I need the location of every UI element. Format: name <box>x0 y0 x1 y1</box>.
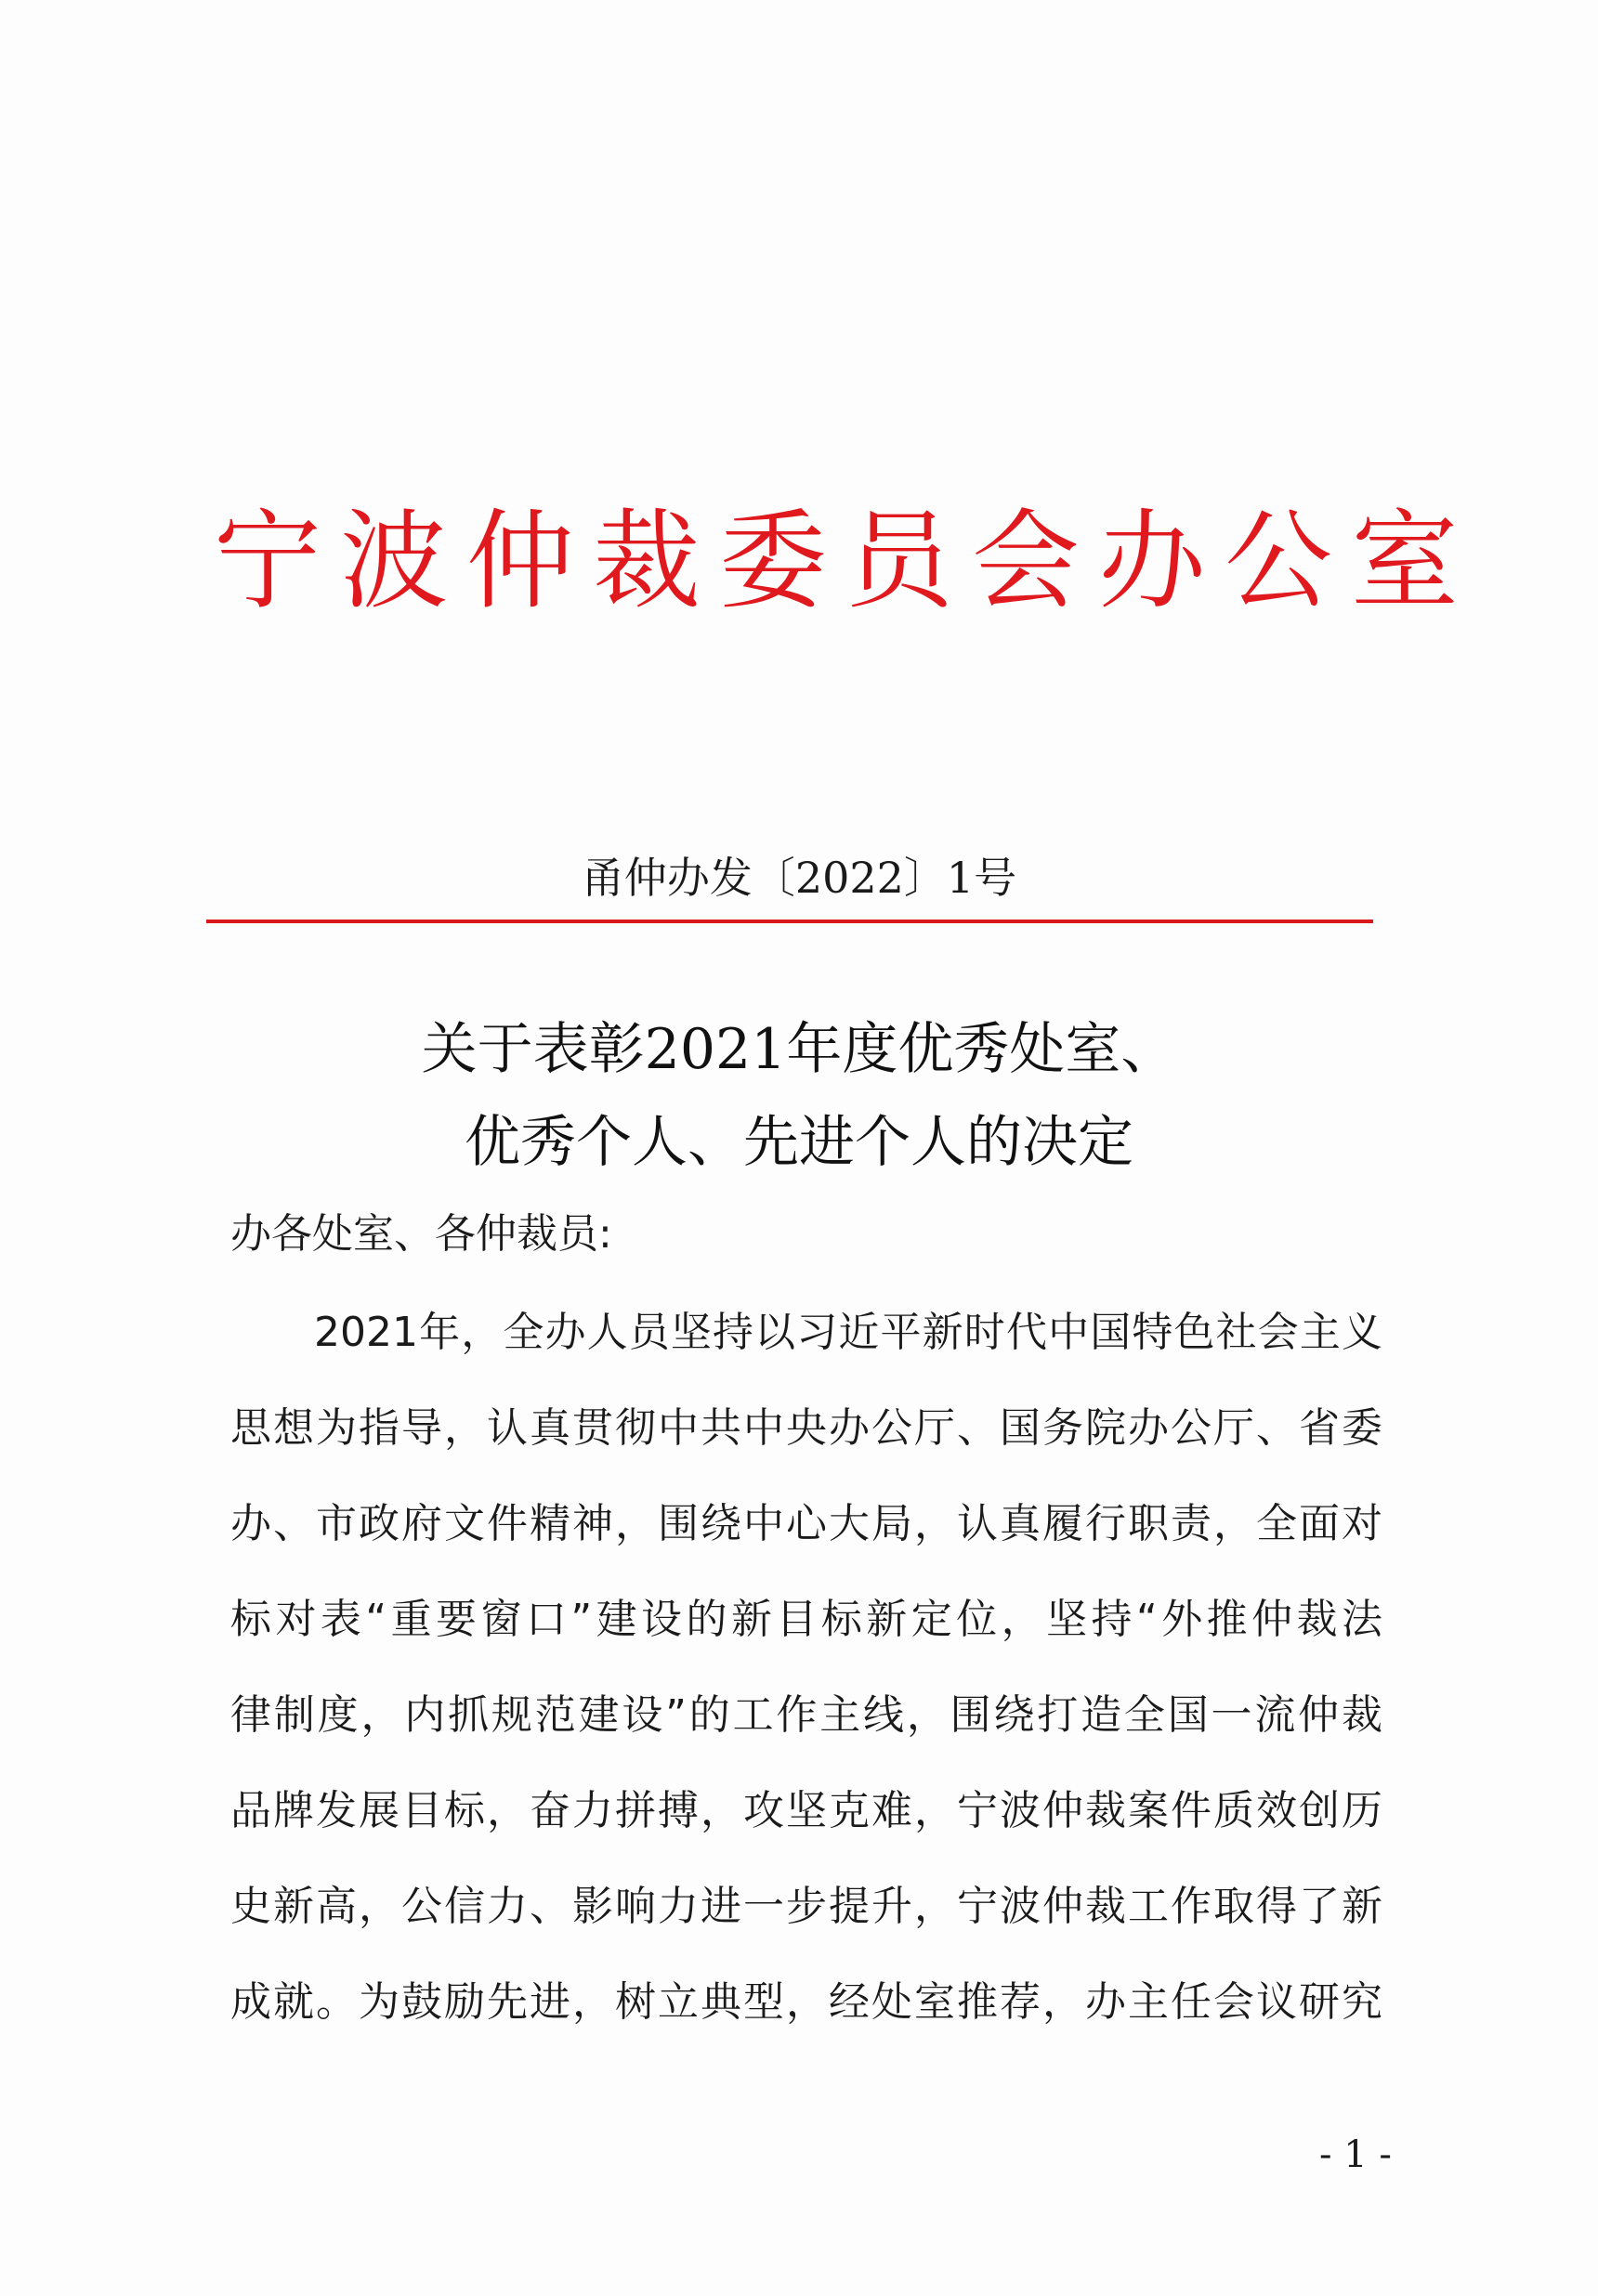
body-line-5: 律制度，内抓规范建设”的工作主线，围绕打造全国一流仲裁 <box>230 1691 1382 1739</box>
document-number: 甬仲办发〔2022〕1号 <box>581 853 1017 903</box>
red-separator-line <box>206 920 1373 923</box>
salutation: 办各处室、各仲裁员: <box>230 1210 612 1258</box>
body-line-4: 标对表“重要窗口”建设的新目标新定位，坚持“外推仲裁法 <box>230 1596 1382 1643</box>
body-line-1: 2021年，全办人员坚持以习近平新时代中国特色社会主义 <box>314 1309 1382 1356</box>
page-number: - 1 - <box>1319 2133 1392 2176</box>
body-line-2: 思想为指导，认真贯彻中共中央办公厅、国务院办公厅、省委 <box>230 1404 1382 1452</box>
body-line-7: 史新高，公信力、影响力进一步提升，宁波仲裁工作取得了新 <box>230 1883 1382 1930</box>
body-line-6: 品牌发展目标，奋力拼搏，攻坚克难，宁波仲裁案件质效创历 <box>230 1787 1382 1834</box>
document-title-line-1: 关于表彰2021年度优秀处室、 <box>421 1017 1177 1082</box>
body-line-3: 办、市政府文件精神，围绕中心大局，认真履行职责，全面对 <box>230 1500 1382 1547</box>
document-title-line-2: 优秀个人、先进个人的决定 <box>465 1110 1133 1175</box>
organization-header: 宁波仲裁委员会办公室 <box>214 499 1477 624</box>
body-line-8: 成就。为鼓励先进，树立典型，经处室推荐，办主任会议研究 <box>230 1978 1382 2026</box>
document-title <box>0 1003 1598 1189</box>
